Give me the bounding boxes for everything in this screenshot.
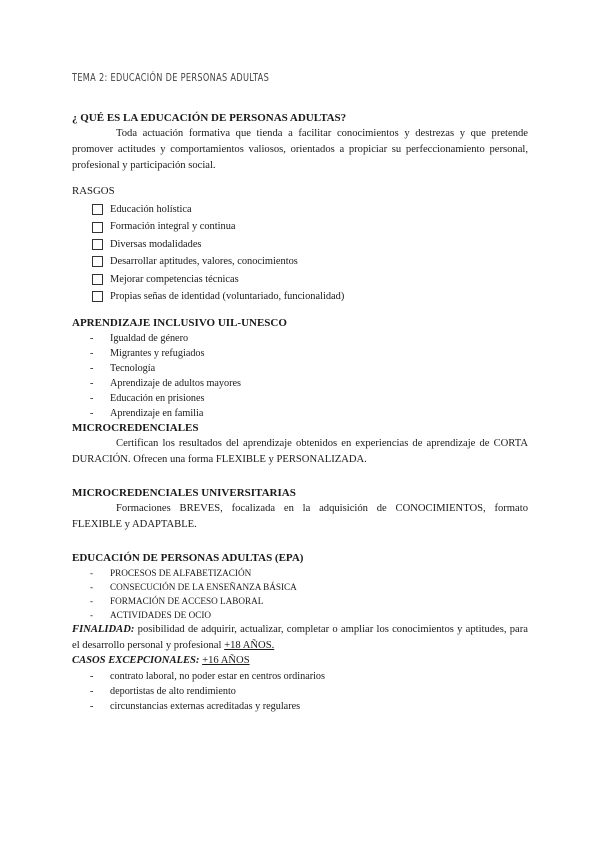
checkbox-icon [92,274,103,285]
list-item: - circunstancias externas acreditadas y regulares [90,700,301,712]
document-page [72,72,528,714]
list-item: - Igualdad de género [90,333,189,345]
list-item: Propias señas de identidad (voluntariado, funcionalidad) [92,288,528,305]
list-item: - deportistas de alto rendimiento [90,685,236,697]
casos-line [72,653,528,669]
section-heading-que-es: ¿ QUÉ ES LA EDUCACIÓN DE PERSONAS ADULTAS? [72,112,347,124]
list-item: Desarrollar aptitudes, valores, conocimientos [92,253,528,270]
checkbox-icon [92,239,103,250]
casos-label: CASOS EXCEPCIONALES: [72,655,200,667]
finalidad-paragraph [72,622,528,653]
microcredenciales-paragraph: Certifican los resultados del aprendizaje obtenidos en experiencias de aprendizaje de CORTA DURACIÓN. Ofrecen una forma FLEXIBLE y PERSONALIZADA. [72,438,528,466]
list-item: - Tecnología [90,363,156,375]
checkbox-icon [92,256,103,267]
rasgos-list [72,201,528,305]
list-item: - Educación en prisiones [90,393,205,405]
microcredenciales-heading: MICROCREDENCIALES [72,422,199,435]
topic-title: TEMA 2: EDUCACIÓN DE PERSONAS ADULTAS [72,72,270,84]
epa-list [72,566,528,622]
list-item: Formación integral y continua [92,218,528,235]
list-item: Diversas modalidades [92,236,528,253]
checkbox-icon [92,291,103,302]
casos-list [72,669,528,714]
finalidad-age: +18 AÑOS. [224,639,275,651]
list-item: - ACTIVIDADES DE OCIO [90,610,212,621]
list-item: Educación holística [92,201,528,218]
aprendizaje-list [72,331,528,421]
list-item: - Aprendizaje en familia [90,408,204,420]
micro-univ-paragraph: Formaciones BREVES, focalizada en la adquisición de CONOCIMIENTOS, formato FLEXIBLE y ADAPTABLE. [72,503,528,531]
epa-heading: EDUCACIÓN DE PERSONAS ADULTAS (EPA) [72,552,304,565]
checkbox-icon [92,222,103,233]
finalidad-label: FINALIDAD: [72,624,135,636]
definition-paragraph: Toda actuación formativa que tienda a facilitar conocimientos y destrezas y que pretende promover actitudes y comportamientos valiosos, orientados a propiciar su perfeccionamiento personal, profesional y participación social. [72,128,528,171]
list-item: - CONSECUCIÓN DE LA ENSEÑANZA BÁSICA [90,582,297,593]
finalidad-text: posibilidad de adquirir, actualizar, completar o ampliar los conocimientos y aptitudes, para el desarrollo personal y profesional [72,624,528,651]
casos-age: +16 AÑOS [202,655,250,667]
list-item: - Migrantes y refugiados [90,348,205,360]
list-item: - contrato laboral, no poder estar en centros ordinarios [90,670,325,682]
aprendizaje-heading: APRENDIZAJE INCLUSIVO UIL-UNESCO [72,317,287,330]
checkbox-icon [92,204,103,215]
list-item: - Aprendizaje de adultos mayores [90,378,241,390]
micro-univ-heading: MICROCREDENCIALES UNIVERSITARIAS [72,487,296,500]
list-item: Mejorar competencias técnicas [92,271,528,288]
list-item: - PROCESOS DE ALFABETIZACIÓN [90,568,252,579]
rasgos-heading: RASGOS [72,185,115,197]
list-item: - FORMACIÓN DE ACCESO LABORAL [90,596,264,607]
